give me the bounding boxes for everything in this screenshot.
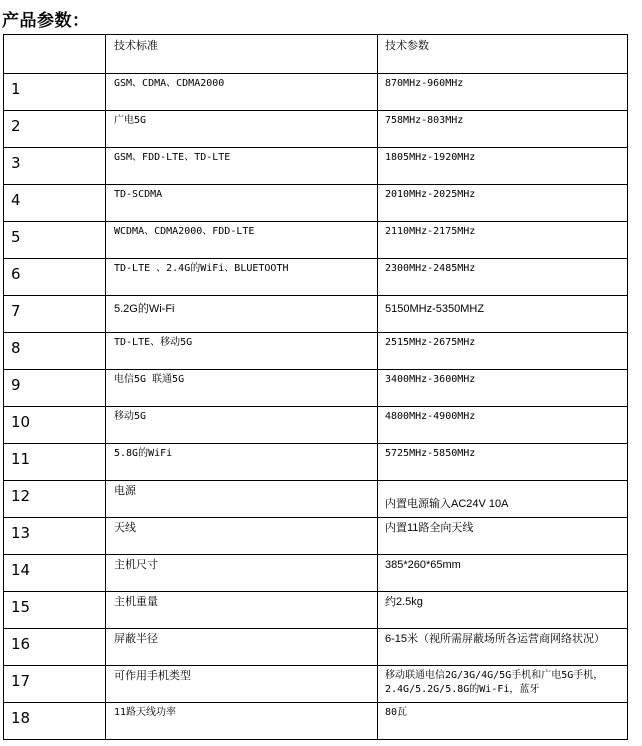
row-standard: 可作用手机类型	[106, 666, 378, 703]
table-row	[4, 481, 628, 518]
row-param: 2110MHz-2175MHz	[378, 222, 628, 259]
row-standard: TD-LTE 、2.4G的WiFi、BLUETOOTH	[106, 259, 378, 296]
row-standard: TD-SCDMA	[106, 185, 378, 222]
header-standard: 技术标准	[106, 35, 378, 74]
table-row	[4, 407, 628, 444]
row-param: 2515MHz-2675MHz	[378, 333, 628, 370]
row-param: 2300MHz-2485MHz	[378, 259, 628, 296]
row-standard: 电信5G 联通5G	[106, 370, 378, 407]
row-param: 758MHz-803MHz	[378, 111, 628, 148]
row-standard: 5.8G的WiFi	[106, 444, 378, 481]
product-parameters-table	[3, 34, 628, 740]
table-row	[4, 185, 628, 222]
row-number: 1	[4, 74, 106, 111]
table-header-row	[4, 35, 628, 74]
row-standard: 屏蔽半径	[106, 629, 378, 666]
row-param: 约2.5kg	[378, 592, 628, 629]
row-standard: 11路天线功率	[106, 703, 378, 740]
table-row	[4, 370, 628, 407]
table-row	[4, 259, 628, 296]
row-number: 6	[4, 259, 106, 296]
row-standard: 广电5G	[106, 111, 378, 148]
row-standard: 天线	[106, 518, 378, 555]
row-param: 5150MHz-5350MHZ	[378, 296, 628, 333]
row-param: 6-15米（视所需屏蔽场所各运营商网络状况）	[378, 629, 628, 666]
section-heading: 产品参数：	[2, 11, 90, 31]
row-number: 10	[4, 407, 106, 444]
table-row	[4, 296, 628, 333]
row-number: 8	[4, 333, 106, 370]
table-row	[4, 666, 628, 703]
row-standard: 5.2G的Wi-Fi	[106, 296, 378, 333]
table-row	[4, 444, 628, 481]
table-row	[4, 703, 628, 740]
row-param: 1805MHz-1920MHz	[378, 148, 628, 185]
row-standard: 主机重量	[106, 592, 378, 629]
row-number: 7	[4, 296, 106, 333]
row-number: 13	[4, 518, 106, 555]
row-standard: GSM、FDD-LTE、TD-LTE	[106, 148, 378, 185]
row-standard: 主机尺寸	[106, 555, 378, 592]
row-number: 18	[4, 703, 106, 740]
row-number: 11	[4, 444, 106, 481]
row-number: 14	[4, 555, 106, 592]
row-param: 4800MHz-4900MHz	[378, 407, 628, 444]
row-number: 3	[4, 148, 106, 185]
row-param: 5725MHz-5850MHz	[378, 444, 628, 481]
row-param: 80瓦	[378, 703, 628, 740]
row-number: 16	[4, 629, 106, 666]
row-number: 2	[4, 111, 106, 148]
table-row	[4, 333, 628, 370]
row-standard: GSM、CDMA、CDMA2000	[106, 74, 378, 111]
row-number: 17	[4, 666, 106, 703]
row-standard: WCDMA、CDMA2000、FDD-LTE	[106, 222, 378, 259]
row-number: 9	[4, 370, 106, 407]
row-param: 内置电源输入AC24V 10A	[378, 481, 628, 518]
table-row	[4, 74, 628, 111]
table-row	[4, 518, 628, 555]
row-param: 内置11路全向天线	[378, 518, 628, 555]
row-number: 15	[4, 592, 106, 629]
row-param: 移动联通电信2G/3G/4G/5G手机和广电5G手机，2.4G/5.2G/5.8G的Wi-Fi，蓝牙	[378, 666, 628, 703]
table-row	[4, 222, 628, 259]
row-standard: 电源	[106, 481, 378, 518]
row-param: 3400MHz-3600MHz	[378, 370, 628, 407]
header-number	[4, 35, 106, 74]
table-row	[4, 629, 628, 666]
row-standard: TD-LTE、移动5G	[106, 333, 378, 370]
row-number: 5	[4, 222, 106, 259]
row-number: 4	[4, 185, 106, 222]
row-standard: 移动5G	[106, 407, 378, 444]
row-param: 870MHz-960MHz	[378, 74, 628, 111]
table-row	[4, 148, 628, 185]
table-row	[4, 111, 628, 148]
header-param: 技术参数	[378, 35, 628, 74]
row-number: 12	[4, 481, 106, 518]
table-row	[4, 592, 628, 629]
row-param: 385*260*65mm	[378, 555, 628, 592]
table-row	[4, 555, 628, 592]
row-param: 2010MHz-2025MHz	[378, 185, 628, 222]
